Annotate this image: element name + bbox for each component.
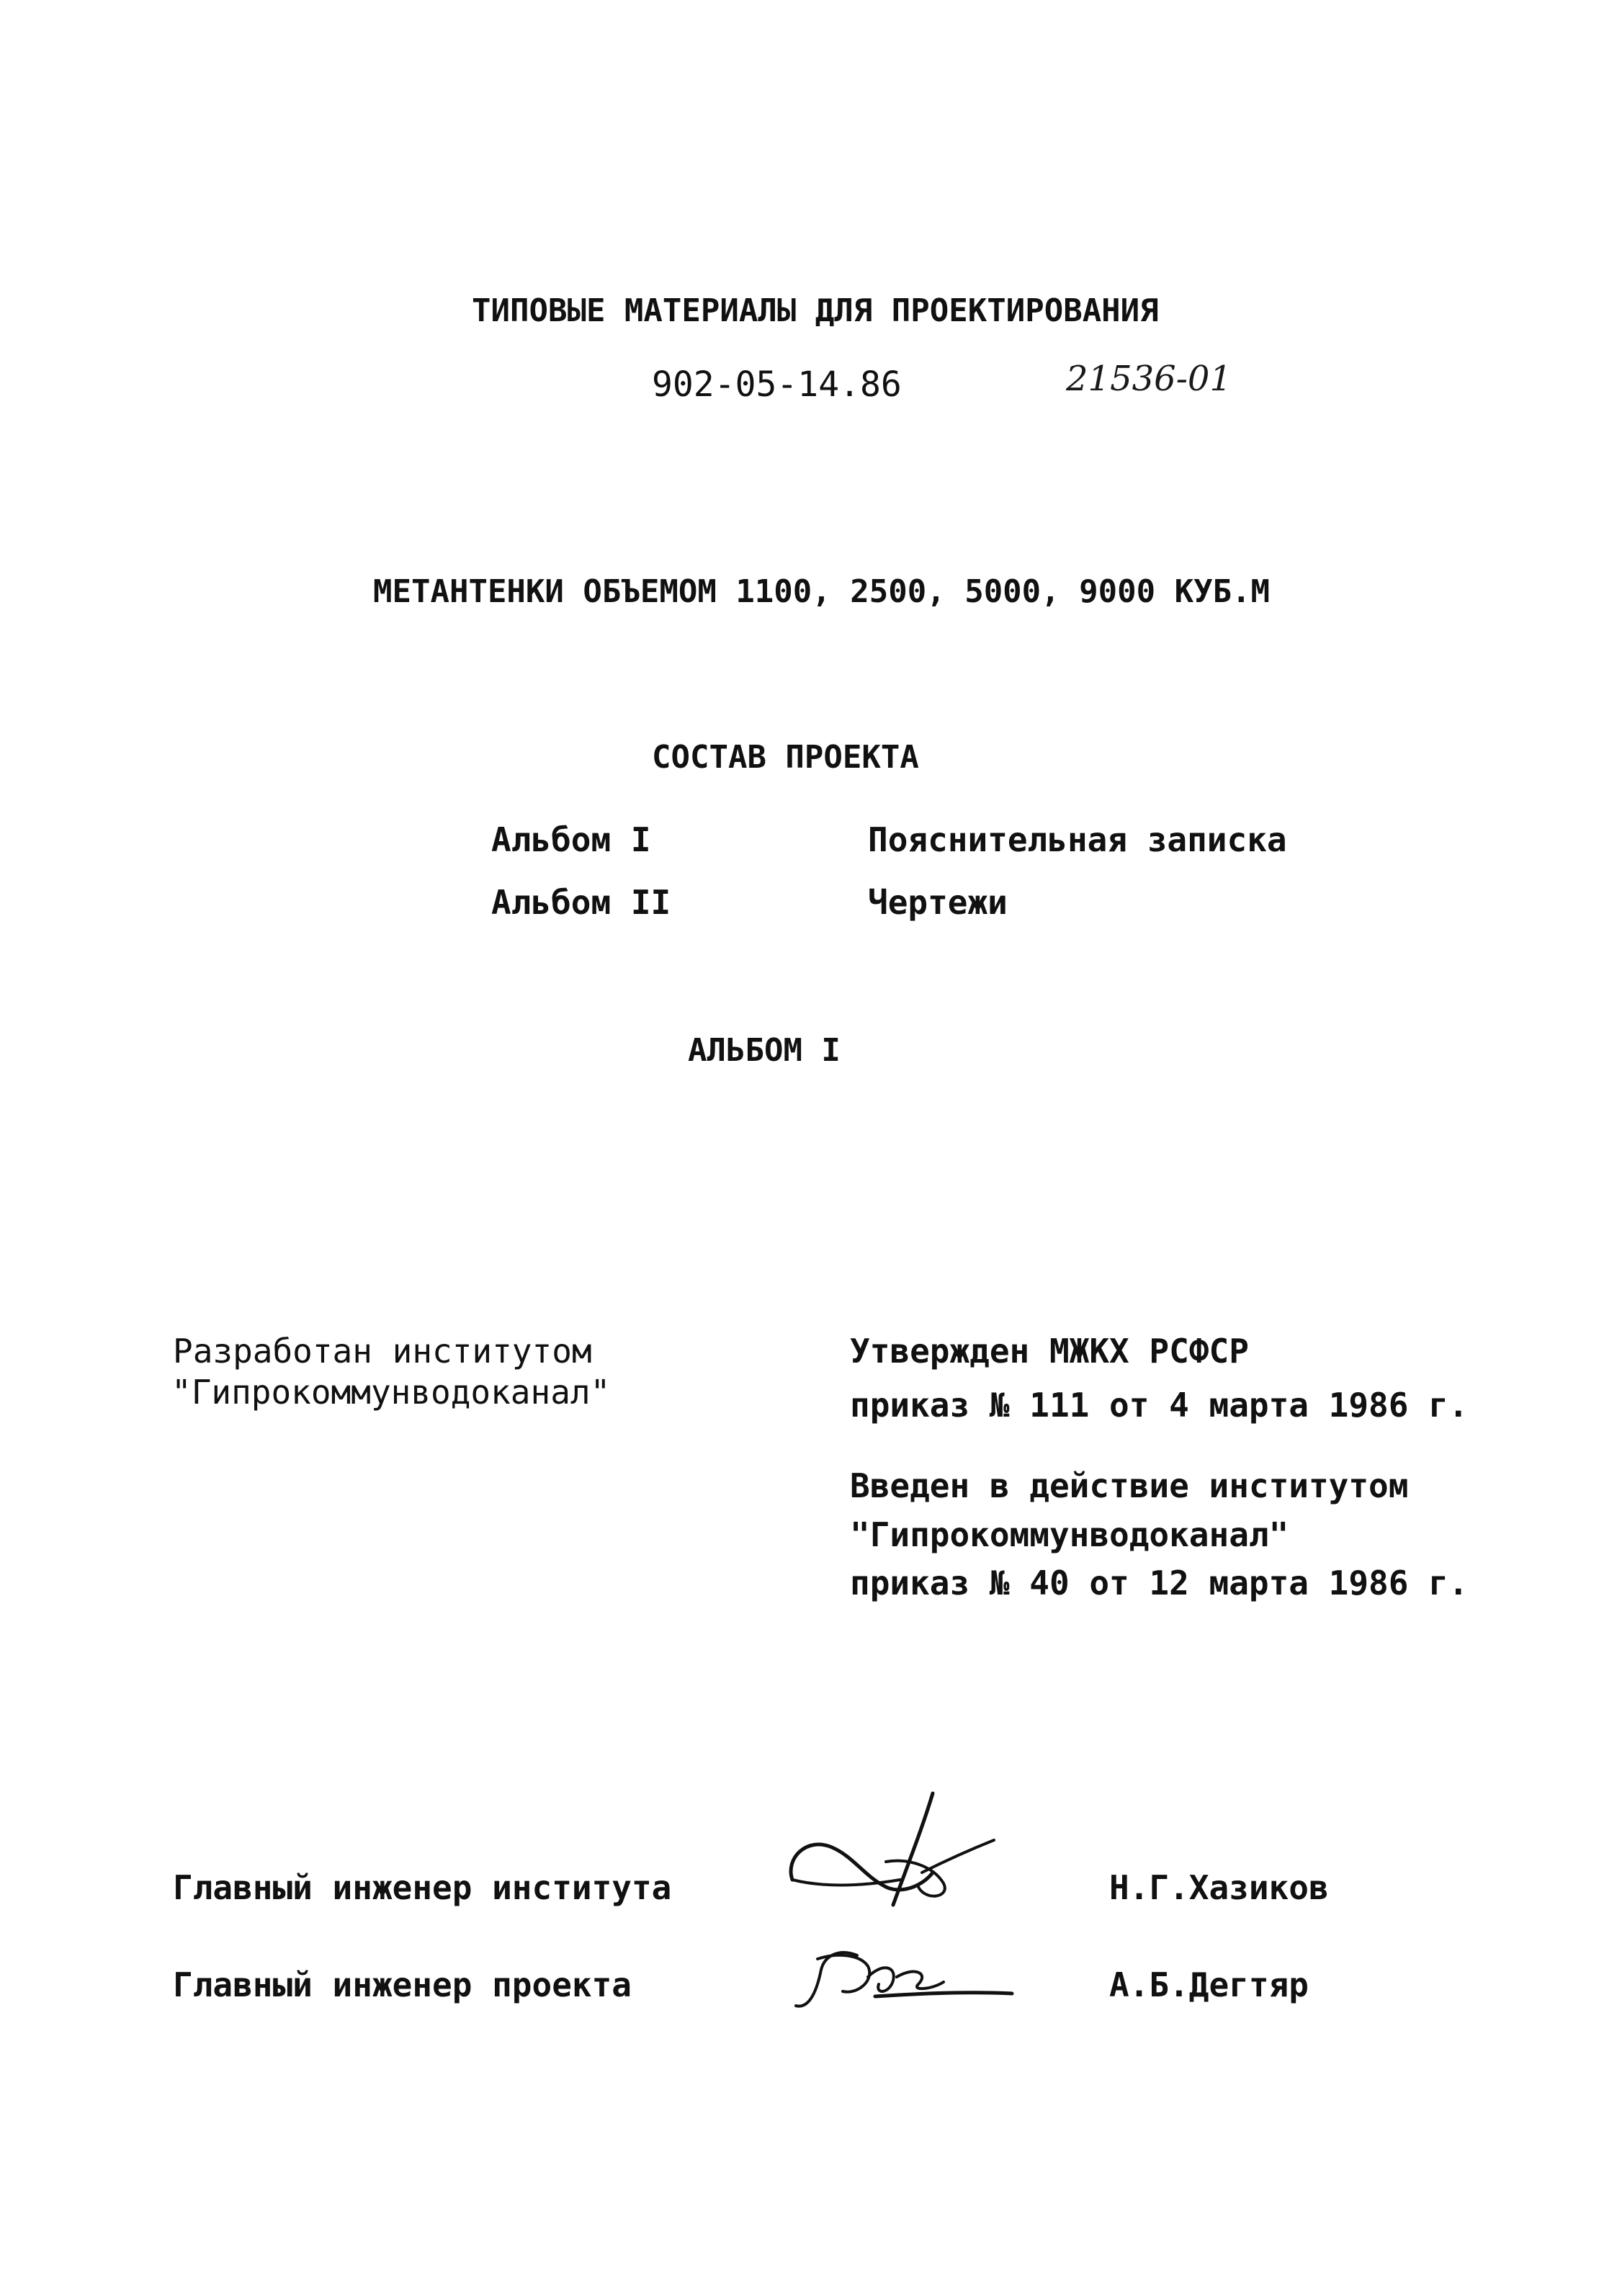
handwritten-inventory-number: 21536-01: [1066, 359, 1232, 399]
approval-line-4: "Гипрокоммунводоканал": [850, 1515, 1289, 1554]
composition-heading: СОСТАВ ПРОЕКТА: [652, 739, 919, 776]
signature-1-image: [778, 1779, 1008, 1923]
composition-album-1: Альбом I: [491, 820, 651, 859]
subject-title: МЕТАНТЕНКИ ОБЪЕМОМ 1100, 2500, 5000, 9000 КУБ.М: [373, 573, 1271, 610]
signature-role-2: Главный инженер проекта: [173, 1965, 632, 2004]
approval-line-5: приказ № 40 от 12 марта 1986 г.: [850, 1564, 1469, 1602]
composition-album-2-description: Чертежи: [868, 883, 1008, 922]
document-code: 902-05-14.86: [652, 364, 902, 405]
album-label: АЛЬБОМ I: [688, 1032, 841, 1069]
composition-album-1-description: Пояснительная записка: [868, 820, 1287, 859]
signature-name-1: Н.Г.Хазиков: [1109, 1868, 1329, 1907]
signature-role-1: Главный инженер института: [173, 1868, 672, 1907]
approval-line-3: Введен в действие институтом: [850, 1466, 1409, 1505]
signature-2-image: [789, 1937, 1026, 2024]
developer-line-2: "Гипрокоммунводоканал": [171, 1373, 611, 1412]
approval-line-1: Утвержден МЖКХ РСФСР: [850, 1332, 1249, 1371]
document-series-title: ТИПОВЫЕ МАТЕРИАЛЫ ДЛЯ ПРОЕКТИРОВАНИЯ: [472, 292, 1159, 329]
signature-name-2: А.Б.Дегтяр: [1109, 1965, 1309, 2004]
approval-line-2: приказ № 111 от 4 марта 1986 г.: [850, 1386, 1469, 1425]
developer-line-1: Разработан институтом: [173, 1332, 592, 1371]
composition-album-2: Альбом II: [491, 883, 671, 922]
